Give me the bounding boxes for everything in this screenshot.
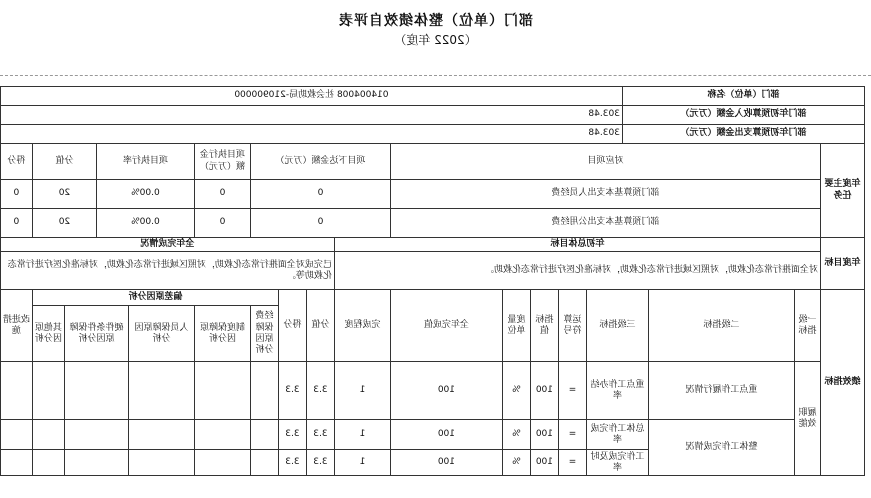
perf-row-l2: 重点工作履行情况: [649, 362, 795, 420]
dept-name-value: 014004008 社会救助局-210900000: [0, 87, 622, 106]
perf-row-weight: 3.3: [306, 420, 334, 450]
perf-head-dev-col: 其他原因分析: [32, 306, 64, 362]
perf-row-l2: 整体工作完成情况: [649, 420, 795, 476]
task-row-weight: 20: [32, 180, 96, 209]
perf-row-rate: 1: [334, 362, 390, 420]
perf-row-dev: [32, 420, 64, 450]
perf-head-weight: 分值: [306, 290, 334, 362]
perf-row-score: 3.3: [278, 450, 306, 476]
perf-row-unit: %: [502, 420, 530, 450]
perf-head-deviation: 偏差原因分析: [32, 290, 278, 306]
evaluation-table: [0, 86, 865, 476]
task-head-score: 得分: [0, 144, 32, 180]
perf-row-dev: [64, 450, 128, 476]
perf-head-l1: 一级指标: [795, 290, 821, 362]
perf-row-op: =: [558, 362, 586, 420]
perf-row-score: 3.3: [278, 420, 306, 450]
goal-head-status: 全年完成情况: [0, 238, 334, 252]
perf-row-measures: [0, 420, 32, 450]
task-row-weight: 20: [32, 209, 96, 238]
perf-head-dev-col: 人员保障原因分析: [128, 306, 194, 362]
perf-row-dev: [128, 450, 194, 476]
task-row-exec: 0: [194, 180, 250, 209]
dept-name-label: 部门（单位）名称: [622, 87, 864, 106]
income-label: 部门年初预算收入金额（万元）: [622, 106, 864, 125]
perf-row-target: 100: [530, 362, 558, 420]
task-head-item: 对应项目: [390, 144, 820, 180]
perf-row-dev: [32, 450, 64, 476]
perf-head-rate: 完成程度: [334, 290, 390, 362]
perf-head-actual: 全年完成值: [390, 290, 502, 362]
perf-row-weight: 3.3: [306, 450, 334, 476]
perf-head-l2: 二级指标: [649, 290, 795, 362]
goal-overall-text: 对全面推行常态化救助，对照区域进行常态化救助，对标准化医疗进行常态化救助。: [334, 252, 820, 290]
perf-head-l3: 三级指标: [586, 290, 648, 362]
perf-row-dev: [194, 362, 250, 420]
perf-row-l3: 重点工作办结率: [586, 362, 648, 420]
perf-row-actual: 100: [390, 420, 502, 450]
perf-row-target: 100: [530, 420, 558, 450]
perf-head-unit: 度量单位: [502, 290, 530, 362]
task-head-exec-amount: 项目执行金额（万元）: [194, 144, 250, 180]
task-row-rate: 0.00%: [96, 209, 194, 238]
task-row-score: 0: [0, 209, 32, 238]
perf-head-dev-col: 硬件条件保障原因分析: [64, 306, 128, 362]
perf-row-actual: 100: [390, 362, 502, 420]
perf-head-measures: 改进措施: [0, 290, 32, 362]
perf-side-label: 绩效指标: [821, 290, 865, 476]
perf-row-dev: [32, 362, 64, 420]
perf-row-weight: 3.3: [306, 362, 334, 420]
task-row-rate: 0.00%: [96, 180, 194, 209]
perf-head-op: 运算符号: [558, 290, 586, 362]
perf-row-actual: 100: [390, 450, 502, 476]
perf-row-target: 100: [530, 450, 558, 476]
task-head-weight: 分值: [32, 144, 96, 180]
expense-value: 303.48: [0, 125, 622, 144]
task-head-exec-rate: 项目执行率: [96, 144, 194, 180]
perf-head-score: 得分: [278, 290, 306, 362]
perf-row-dev: [64, 362, 128, 420]
document-title: 部门（单位）整体绩效自评表: [338, 13, 533, 29]
perf-row-dev: [64, 420, 128, 450]
perf-row-dev: [250, 450, 278, 476]
goal-side-label: 年度目标: [821, 238, 865, 290]
task-row-name: 部门预算基本支出公用经费: [390, 209, 820, 238]
perf-l1-name: 履职效能: [795, 362, 821, 476]
perf-row-unit: %: [502, 362, 530, 420]
income-value: 303.48: [0, 106, 622, 125]
task-row-budget: 0: [250, 180, 390, 209]
task-row-exec: 0: [194, 209, 250, 238]
perf-row-dev: [194, 420, 250, 450]
perf-row-dev: [128, 420, 194, 450]
perf-row-op: =: [558, 420, 586, 450]
perf-head-dev-col: 经费保障原因分析: [250, 306, 278, 362]
perf-row-l3: 工作完成及时率: [586, 450, 648, 476]
perf-row-l3: 总体工作完成率: [586, 420, 648, 450]
task-row-name: 部门预算基本支出人员经费: [390, 180, 820, 209]
perf-row-dev: [128, 362, 194, 420]
perf-row-rate: 1: [334, 420, 390, 450]
perf-head-target: 指标值: [530, 290, 558, 362]
perf-row-rate: 1: [334, 450, 390, 476]
goal-status-text: 已完成对全面推行常态化救助，对照区域进行常态化救助，对标准化医疗进行常态化救助等。: [0, 252, 334, 290]
goal-head-overall: 年初总体目标: [334, 238, 820, 252]
perf-row-measures: [0, 450, 32, 476]
expense-label: 部门年初预算支出金额（万元）: [622, 125, 864, 144]
perf-row-dev: [194, 450, 250, 476]
perf-row-dev: [250, 362, 278, 420]
task-head-budget: 项目下达金额（万元）: [250, 144, 390, 180]
divider: [0, 75, 871, 76]
perf-row-measures: [0, 362, 32, 420]
task-row-budget: 0: [250, 209, 390, 238]
perf-row-op: =: [558, 450, 586, 476]
perf-row-unit: %: [502, 450, 530, 476]
task-row-score: 0: [0, 180, 32, 209]
perf-row-score: 3.3: [278, 362, 306, 420]
task-side-label: 年度主要任务: [821, 144, 865, 238]
document-subtitle: （2022 年度）: [394, 33, 477, 47]
perf-row-dev: [250, 420, 278, 450]
perf-head-dev-col: 制度保障原因分析: [194, 306, 250, 362]
